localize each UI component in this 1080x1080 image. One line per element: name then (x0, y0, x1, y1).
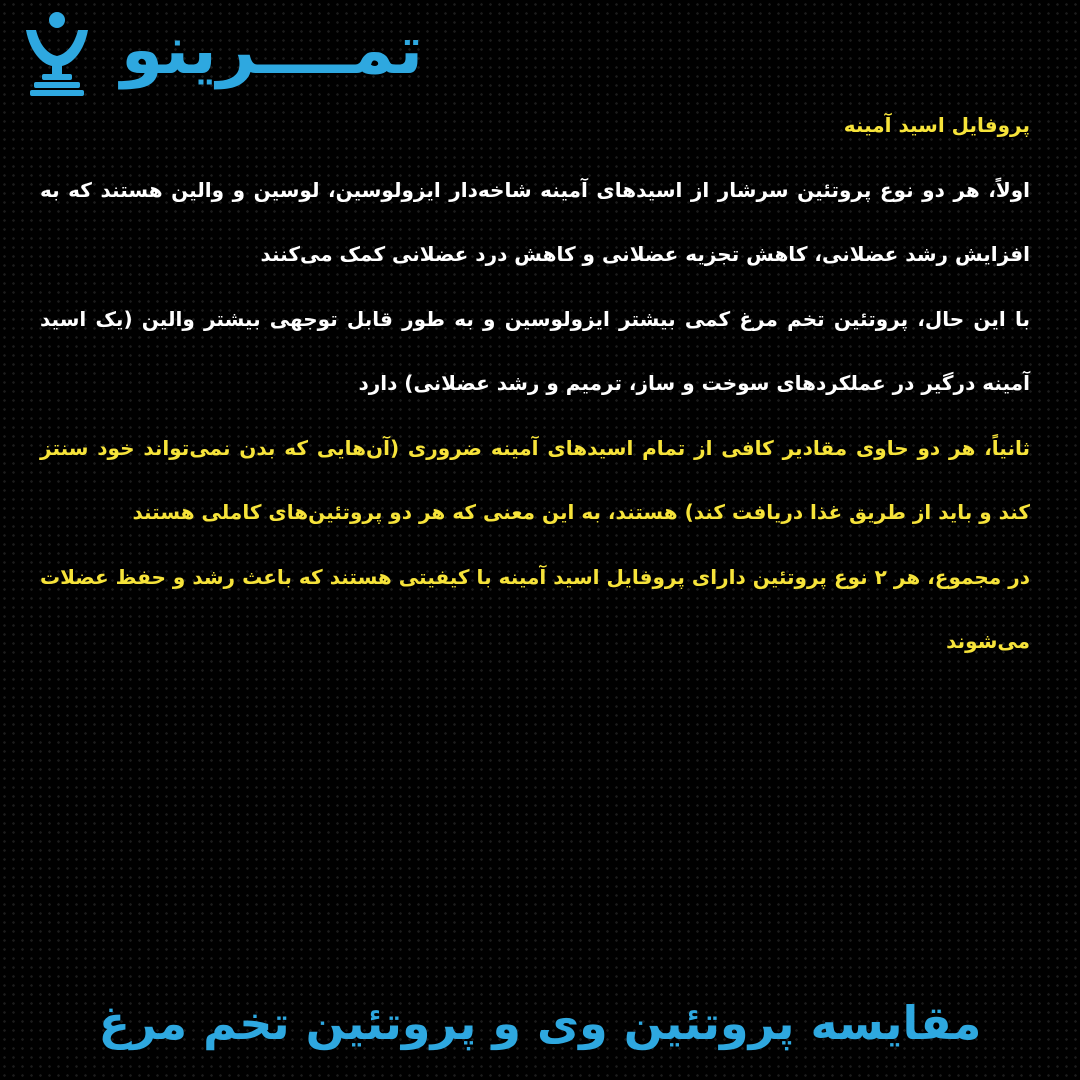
paragraph-summary: در مجموع، هر ۲ نوع پروتئین دارای پروفایل اسید آمینه با کیفیتی هستند که باعث رشد و حفظ عضلات می‌شوند (40, 564, 1030, 653)
paragraph-bcaa: اولاً، هر دو نوع پروتئین سرشار از اسیدهای آمینه شاخه‌دار ایزولوسین، لوسین و والین هستند که به افزایش رشد عضلانی، کاهش تجزیه عضلانی و کاهش درد عضلانی کمک می‌کنند (40, 177, 1030, 266)
brand-name: تمــــرینو (120, 11, 424, 90)
paragraph-egg-protein: با این حال، پروتئین تخم مرغ کمی بیشتر ایزولوسین و به طور قابل توجهی بیشتر والین (یک اسید آمینه درگیر در عملکردهای سوخت و ساز، ترمیم و رشد عضلانی) دارد (40, 306, 1030, 395)
trophy-cup-icon (18, 8, 96, 98)
paragraph-essential-amino-acids: ثانیاً، هر دو حاوی مقادیر کافی از تمام اسیدهای آمینه ضروری (آن‌هایی که بدن نمی‌تواند خود سنتز کند و باید از طریق غذا دریافت کند) هستند، به این معنی که هر دو پروتئین‌های کاملی هستند (40, 435, 1030, 524)
brand-logo (18, 8, 448, 98)
footer-title: مقایسه پروتئین وی و پروتئین تخم مرغ (98, 996, 982, 1050)
section-heading: پروفایل اسید آمینه (843, 113, 1030, 137)
article-body (40, 93, 1030, 674)
